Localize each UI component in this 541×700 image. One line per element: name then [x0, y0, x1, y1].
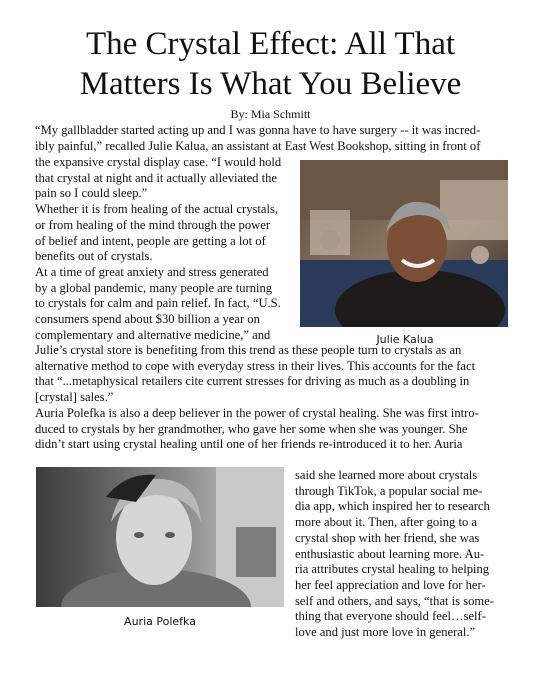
title-line-2: Matters Is What You Believe	[79, 66, 462, 102]
text-line: Whether it is from healing of the actual crystals,	[35, 202, 279, 217]
text-line: or from healing of the mind through the power	[35, 217, 271, 232]
text-line: love and just more love in general.”	[295, 625, 476, 640]
text-line: more about it. Then, after going to a	[295, 515, 477, 530]
text-line: crystal shop with her friend, she was	[295, 530, 480, 545]
paragraph-middle-full	[35, 343, 505, 453]
text-line: duced to crystals by her grandmother, who gave her some when she was younger. She	[35, 421, 468, 436]
byline: By: Mia Schmitt	[230, 107, 311, 121]
text-line: thing that everyone should feel…self-	[295, 609, 486, 624]
text-line: dia app, which inspired her to research	[295, 499, 490, 514]
photo-auria-polefka	[36, 467, 284, 607]
text-line: benefits out of crystals.	[35, 249, 153, 264]
julie-photo-image	[300, 160, 508, 327]
text-line: her feel appreciation and love for her-	[295, 577, 486, 592]
text-line: to crystals for calm and pain relief. In fact, “U.S.	[35, 296, 281, 311]
text-line: that crystal at night and it actually alleviated the	[35, 170, 277, 185]
paragraph-left-column	[35, 155, 297, 343]
photo-julie-kalua	[300, 160, 508, 327]
text-line: Julie’s crystal store is benefiting from this trend as these people turn to crystals as an	[35, 343, 462, 357]
auria-photo-image	[36, 467, 284, 607]
text-line: self and others, and says, “that is some-	[295, 593, 495, 608]
caption-auria: Auria Polefka	[124, 615, 196, 628]
text-line: At a time of great anxiety and stress generated	[35, 264, 269, 279]
text-line: the expansive crystal display case. “I would hold	[35, 155, 282, 169]
paragraph-intro-full	[35, 123, 505, 154]
text-line: complementary and alternative medicine,” and	[35, 327, 271, 342]
text-line: by a global pandemic, many people are turning	[35, 280, 273, 295]
text-line: consumers spend about $30 billion a year on	[35, 312, 260, 327]
text-line: [crystal] sales.”	[35, 390, 114, 405]
caption-julie: Julie Kalua	[376, 333, 434, 346]
text-line: “My gallbladder started acting up and I was gonna have to have surgery -- it was incred-	[35, 123, 481, 137]
text-line: enthusiastic about learning more. Au-	[295, 546, 485, 561]
text-line: through TikTok, a popular social me-	[295, 483, 483, 498]
text-line: of belief and intent, people are getting a lot of	[35, 233, 266, 248]
text-line: didn’t start using crystal healing until one of her friends re-introduced it to her. Auria	[35, 437, 463, 452]
article-title	[20, 24, 521, 104]
paragraph-right-column	[295, 468, 515, 641]
text-line: said she learned more about crystals	[295, 468, 478, 482]
text-line: alternative method to cope with everyday stress in their lives. This accounts for the fact	[35, 358, 476, 373]
text-line: Auria Polefka is also a deep believer in the power of crystal healing. She was first intro-	[35, 405, 479, 420]
text-line: that “...metaphysical retailers cite current stresses for driving as much as a doubling in	[35, 374, 470, 389]
title-line-1: The Crystal Effect: All That	[85, 26, 456, 62]
text-line: ibly painful,” recalled Julie Kalua, an assistant at East West Bookshop, sitting in front of	[35, 138, 481, 153]
text-line: pain so I could sleep.”	[35, 186, 148, 201]
text-line: ria attributes crystal healing to helping	[295, 562, 490, 577]
